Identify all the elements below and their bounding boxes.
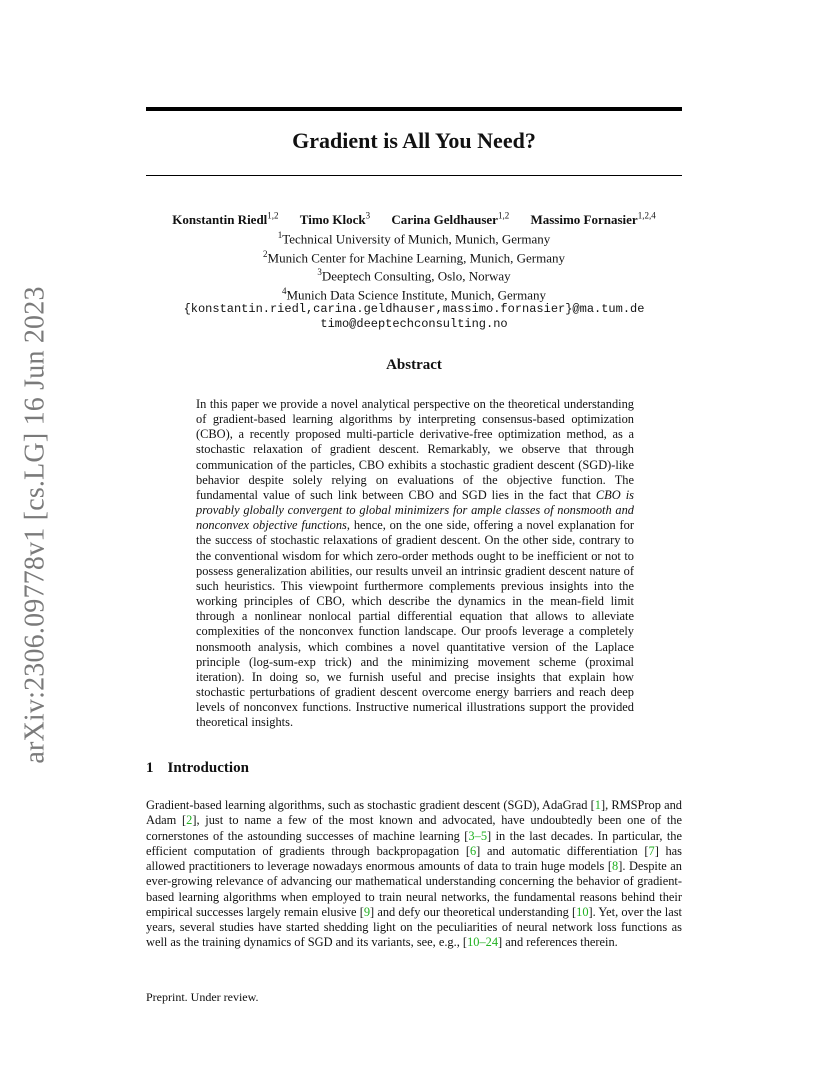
author: Carina Geldhauser$^{1,2}$ [391,211,510,228]
abstract-emphasis: CBO is provably globally convergent to global minimizers for ample classes of nonsmooth and nonconvex objective functions [196,487,634,533]
section-heading [146,760,249,777]
affiliation: $^4$Munich Data Science Institute, Munich, Germany [281,285,547,302]
citation-link[interactable]: 10–24 [467,935,499,950]
citation-link[interactable]: 7 [648,843,655,858]
title-top-rule [146,107,682,111]
email-line: {konstantin.riedl,carina.geldhauser,massimo.fornasier}@ma.tum.de [183,302,645,317]
author: Massimo Fornasier$^{1,2,4}$ [530,211,656,228]
citation-link[interactable]: 1 [594,798,601,812]
author: Timo Klock$^3$ [299,211,371,228]
abstract-heading: Abstract [386,357,442,373]
citation-link[interactable]: 3–5 [468,828,488,843]
section-number: 1 [146,760,154,776]
section-title: Introduction [167,760,249,776]
citation-link[interactable]: 6 [469,843,477,858]
affiliation: $^2$Munich Center for Machine Learning, Munich, Germany [263,248,565,265]
title-bottom-rule [146,175,682,176]
citation-link[interactable]: 10 [576,904,589,919]
arxiv-sidebar [20,286,52,764]
affiliations [146,228,682,333]
paper-title: Gradient is All You Need? [292,128,536,153]
arxiv-identifier: arXiv:2306.09778v1 [cs.LG] 16 Jun 2023 [20,286,52,764]
footer-note: Preprint. Under review. [146,990,259,1004]
citation-link[interactable]: 8 [612,859,619,873]
affiliation: $^1$Technical University of Munich, Munich, Germany [277,230,551,247]
abstract-body: In this paper we provide a novel analytical perspective on the theoretical understanding of gradient-based learning algorithms by interpreting consensus-based optimization (CBO), a recently proposed multi-particle derivative-free optimization method, as a stochastic relaxation of gradient descent. Remarkably, we observe that through communication of the particles, CBO exhibits a stochastic gradient descent (SGD)-like behavior despite solely relying on evaluations of the objective function. The fundamental value of such link between CBO and SGD lies in the fact that CBO is provably globally convergent to global minimizers for ample classes of nonsmooth and nonconvex objective functions, hence, on the one side, offering a novel explanation for the success of stochastic relaxations of gradient descent. On the other side, contrary to the conventional wisdom for which zero-order methods ought to be inefficient or not to possess generalization abilities, our results unveil an intrinsic gradient descent nature of such heuristics. This viewpoint furthermore complements previous insights into the working principles of CBO, which describe the dynamics in the mean-field limit through a nonlinear nonlocal partial differential equation that allows to alleviate complexities of the nonconvex function landscape. Our proofs leverage a completely nonsmooth analysis, which combines a novel quantitative version of the Laplace principle (log-sum-exp trick) and the minimizing movement scheme (proximal iteration). In doing so, we furnish useful and precise insights that explain how stochastic perturbations of gradient descent overcome energy barriers and reach deep levels of nonconvex functions. Instructive numerical illustrations support the provided theoretical insights. [196,397,634,730]
affiliation: $^3$Deeptech Consulting, Oslo, Norway [317,267,511,284]
citation-link[interactable]: 2 [186,813,193,828]
author-list [146,211,682,228]
intro-paragraph: Gradient-based learning algorithms, such as stochastic gradient descent (SGD), AdaGrad [1], RMSProp and Adam [2], just to name a few of the most known and advocated, have undoubtedly been one of the cornerstones of the astounding successes of machine learning [3–5] in the last decades. In particular, the efficient computation of gradients through backpropagation [6] and automatic differentiation [7] has allowed practitioners to leverage nowadays enormous amounts of data to train huge models [8]. Despite an ever-growing relevance of advancing our mathematical understanding concerning the behavior of gradient-based learning algorithms when employed to train neural networks, the fundamental reasons behind their empirical successes largely remain elusive [9] and defy our theoretical understanding [10]. Yet, over the last years, several studies have started shedding light on the peculiarities of neural network loss functions as well as the training dynamics of SGD and its variants, see, e.g., [10–24] and references therein. [146,798,682,950]
author: Konstantin Riedl$^{1,2}$ [172,211,279,228]
email-line: timo@deeptechconsulting.no [320,317,508,332]
citation-link[interactable]: 9 [363,904,371,919]
